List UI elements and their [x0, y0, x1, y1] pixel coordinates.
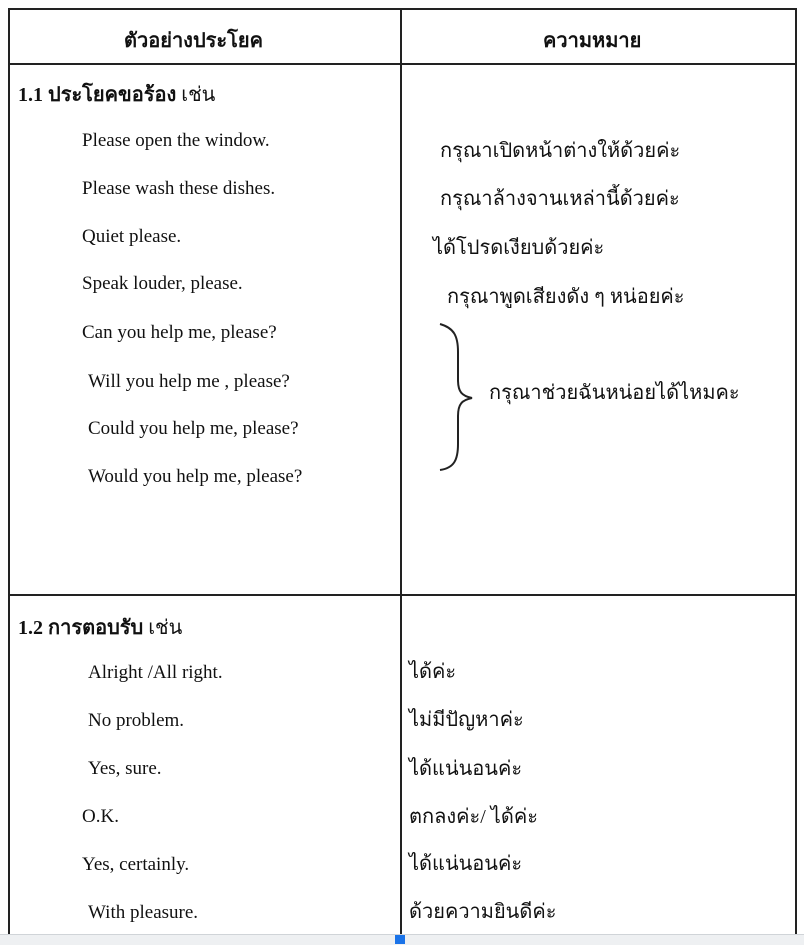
- section-1-suffix: เช่น: [181, 84, 216, 106]
- example-row: Yes, certainly.: [82, 854, 190, 875]
- meaning-row: ได้ค่ะ: [409, 661, 457, 683]
- meaning-row: กรุณาล้างจานเหล่านี้ด้วยค่ะ: [440, 188, 680, 210]
- meaning-row: กรุณาพูดเสียงดัง ๆ หน่อยค่ะ: [447, 286, 685, 308]
- example-row: O.K.: [82, 806, 119, 827]
- header-example: ตัวอย่างประโยค: [124, 30, 263, 52]
- example-row: Alright /All right.: [88, 662, 223, 683]
- meaning-row: ได้แน่นอนค่ะ: [409, 758, 523, 780]
- section-2-heading: [18, 611, 182, 643]
- example-row: Speak louder, please.: [82, 273, 243, 294]
- section-1-number: 1.1: [18, 84, 43, 106]
- example-row: Please open the window.: [82, 130, 270, 151]
- table-border-top: [8, 8, 797, 10]
- meaning-row: กรุณาเปิดหน้าต่างให้ด้วยค่ะ: [440, 140, 681, 162]
- example-row: Quiet please.: [82, 226, 182, 247]
- table-border-left: [8, 8, 10, 934]
- section-2-title: การตอบรับ: [48, 617, 144, 639]
- grouped-meaning: กรุณาช่วยฉันหน่อยได้ไหมคะ: [489, 382, 740, 404]
- section-2-number: 1.2: [18, 617, 43, 639]
- section-1-title: ประโยคขอร้อง: [48, 84, 177, 106]
- section-divider: [8, 594, 797, 596]
- table-border-right: [795, 8, 797, 934]
- example-row: With pleasure.: [88, 902, 199, 923]
- meaning-row: ไม่มีปัญหาค่ะ: [409, 709, 524, 731]
- section-1-heading: [18, 78, 215, 110]
- example-row: Yes, sure.: [88, 758, 162, 779]
- example-row: Could you help me, please?: [88, 418, 299, 439]
- example-row: No problem.: [88, 710, 185, 731]
- header-meaning: ความหมาย: [543, 30, 642, 52]
- meaning-row: ตกลงค่ะ/ ได้ค่ะ: [409, 806, 538, 828]
- meaning-row: ด้วยความยินดีค่ะ: [409, 901, 557, 923]
- table-column-divider: [400, 8, 402, 934]
- meaning-row: ได้โปรดเงียบด้วยค่ะ: [433, 237, 605, 259]
- curly-brace-icon: [436, 322, 476, 472]
- section-2-suffix: เช่น: [148, 617, 183, 639]
- header-divider: [8, 63, 797, 65]
- example-row: Please wash these dishes.: [82, 178, 276, 199]
- example-row: Can you help me, please?: [82, 322, 277, 343]
- scroll-thumb[interactable]: [395, 935, 405, 944]
- example-row: Will you help me , please?: [88, 371, 290, 392]
- example-row: Would you help me, please?: [88, 466, 303, 487]
- meaning-row: ได้แน่นอนค่ะ: [409, 853, 523, 875]
